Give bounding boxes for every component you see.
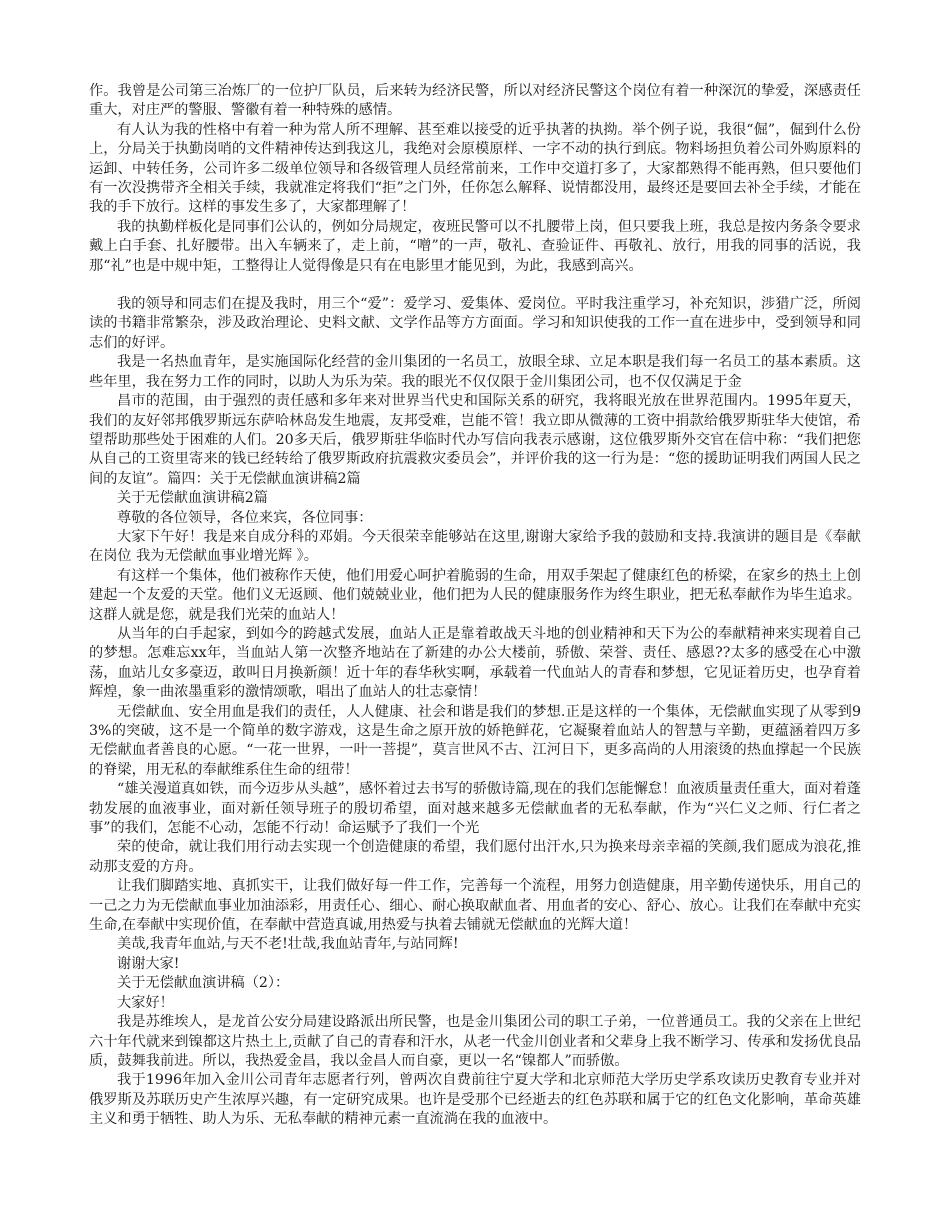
paragraph: 从当年的白手起家，到如今的跨越式发展，血站人正是靠着敢战天斗地的创业精神和天下为公的奉献精神来实现着自己的梦想。怎难忘xx年，当血站人第一次整齐地站在了新建的办公大楼前，骄傲、荣誉、责任、感恩??太多的感受在心中激荡，血站儿女多豪迈，敢叫日月换新颜！近十年的春华秋实啊，承载着一代血站人的青春和梦想，它见证着历史，也孕育着辉煌，象一曲浓墨重彩的激情颂歌，唱出了血站人的壮志豪情！ [89, 625, 861, 701]
paragraph: 大家下午好！我是来自成分科的邓娟。今天很荣幸能够站在这里,谢谢大家给予我的鼓励和支持.我演讲的题目是《奉献在岗位 我为无偿献血事业增光辉 》。 [89, 528, 861, 565]
salutation: 尊敬的各位领导，各位来宾，各位同事： [117, 509, 373, 526]
paragraph: “雄关漫道真如铁，而今迈步从头越”，感怀着过去书写的骄傲诗篇,现在的我们怎能懈怠！血液质量责任重大，面对着蓬勃发展的血液事业，面对新任领导班子的殷切希望，面对越来越多无偿献血者的无私奉献，作为“兴仁义之师、行仁者之事”的我们，怎能不心动，怎能不行动！命运赋予了我们一个光 [89, 781, 861, 837]
paragraph: 作。我曾是公司第三冶炼厂的一位护厂队员，后来转为经济民警，所以对经济民警这个岗位有着一种深沉的挚爱，深感责任重大，对庄严的警服、警徽有着一种特殊的感情。 [89, 83, 861, 119]
document-page [89, 82, 861, 1130]
section-heading: 关于无偿献血演讲稿（2）： [117, 975, 290, 992]
paragraph: 我是苏维埃人，是龙首公安分局建设路派出所民警，也是金川集团公司的职工子弟，一位普通员工。我的父亲在上世纪六十年代就来到镍都这片热土上,贡献了自己的青春和汗水，从老一代金川创业者和父辈身上我不断学习、传承和发扬优良品质，鼓舞我前进。所以，我热爱金昌，我以金昌人而自豪，更以一名“镍都人”而骄傲。 [89, 1014, 861, 1069]
paragraph: 让我们脚踏实地、真抓实干，让我们做好每一件工作，完善每一个流程，用努力创造健康，用辛勤传递快乐，用自己的一己之力为无偿献血事业加油添彩，用责任心、细心、耐心换取献血者、用血者的安心、舒心、放心。让我们在奉献中充实生命,在奉献中实现价值，在奉献中营造真诚,用热爱与执着去铺就无偿献血的光辉大道！ [89, 878, 861, 934]
salutation: 大家好！ [117, 994, 174, 1011]
section-heading: 关于无偿献血演讲稿2篇 [117, 490, 268, 507]
paragraph-gap [89, 276, 861, 295]
closing: 谢谢大家! [117, 955, 180, 972]
paragraph: 美哉,我青年血站,与天不老!壮哉,我血站青年,与站同辉! [117, 936, 459, 953]
paragraph: 无偿献血、安全用血是我们的责任，人人健康、社会和谐是我们的梦想.正是这样的一个集体，无偿献血实现了从零到93%的突破，这不是一个简单的数字游戏，这是生命之原开放的娇艳鲜花，它凝聚着血站人的智慧与辛勤，更蕴涵着四万多无偿献血者善良的心愿。“一花一世界，一叶一菩提”，莫言世风不古、江河日下，更多高尚的人用滚烫的热血撑起一个民族的脊梁，用无私的奉献维系住生命的纽带！ [89, 703, 861, 778]
paragraph: 我是一名热血青年，是实施国际化经营的金川集团的一名员工，放眼全球、立足本职是我们每一名员工的基本素质。这些年里，我在努力工作的同时，以助人为乐为荣。我的眼光不仅仅限于金川集团公司，也不仅仅满足于金 [89, 354, 861, 390]
paragraph: 我的领导和同志们在提及我时，用三个“爱”：爱学习、爱集体、爱岗位。平时我注重学习，补充知识，涉猎广泛，所阅读的书籍非常繁杂，涉及政治理论、史料文献、文学作品等方方面面。学习和知识使我的工作一直在进步中，受到领导和同志们的好评。 [89, 296, 861, 351]
paragraph: 荣的使命，就让我们用行动去实现一个创造健康的希望，我们愿付出汗水,只为换来母亲幸福的笑颜,我们愿成为浪花,推动那支爱的方舟。 [89, 839, 861, 875]
paragraph: 我的执勤样板化是同事们公认的，例如分局规定，夜班民警可以不扎腰带上岗，但只要我上班，我总是按内务条令要求戴上白手套、扎好腰带。出入车辆来了，走上前，“噌”的一声，敬礼、查验证件、再敬礼、放行，用我的同事的活说，我那“礼”也是中规中矩，工整得让人觉得像是只有在电影里才能见到，为此，我感到高兴。 [89, 218, 861, 274]
paragraph: 有这样一个集体，他们被称作天使，他们用爱心呵护着脆弱的生命，用双手架起了健康红色的桥梁，在家乡的热土上创建起一个友爱的天堂。他们义无返顾、他们兢兢业业，他们把为人民的健康服务作为终生职业，把无私奉献作为毕生追求。这群人就是您，就是我们光荣的血站人！ [89, 567, 861, 623]
paragraph: 有人认为我的性格中有着一种为常人所不理解、甚至难以接受的近乎执著的执拗。举个例子说，我很“倔”，倔到什么份上，分局关于执勤岗哨的文件精神传达到我这儿，我绝对会原模原样、一字不动的执行到底。物料场担负着公司外购原料的运卸、中转任务，公司许多二级单位领导和各级管理人员经常前来，工作中交道打多了，大家都熟得不能再熟，但只要他们有一次没携带齐全相关手续，我就准定将我们“拒”之门外，任你怎么解释、说情都没用，最终还是要回去补全手续，才能在我的手下放行。这样的事发生多了，大家都理解了！ [89, 121, 861, 216]
paragraph: 我于1996年加入金川公司青年志愿者行列，曾两次自费前往宁夏大学和北京师范大学历史学系攻读历史教育专业并对俄罗斯及苏联历史产生浓厚兴趣，有一定研究成果。也许是受那个已经逝去的红色苏联和属于它的红色文化影响，革命英雄主义和勇于牺牲、助人为乐、无私奉献的精神元素一直流淌在我的血液中。 [89, 1072, 861, 1128]
paragraph: 昌市的范围，由于强烈的责任感和多年来对世界当代史和国际关系的研究，我将眼光放在世界范围内。1995年夏天，我们的友好邻邦俄罗斯远东萨哈林岛发生地震，友邦受难，岂能不管！我立即从微薄的工资中捐款给俄罗斯驻华大使馆，希望帮助那些处于困难的人们。20多天后，俄罗斯驻华临时代办写信向我表示感谢，这位俄罗斯外交官在信中称：“我们把您从自己的工资里寄来的钱已经转给了俄罗斯政府抗震救灾委员会”，并评价我的这一行为是：“您的援助证明我们两国人民之间的友谊”。篇四：关于无偿献血演讲稿2篇 [89, 393, 861, 487]
